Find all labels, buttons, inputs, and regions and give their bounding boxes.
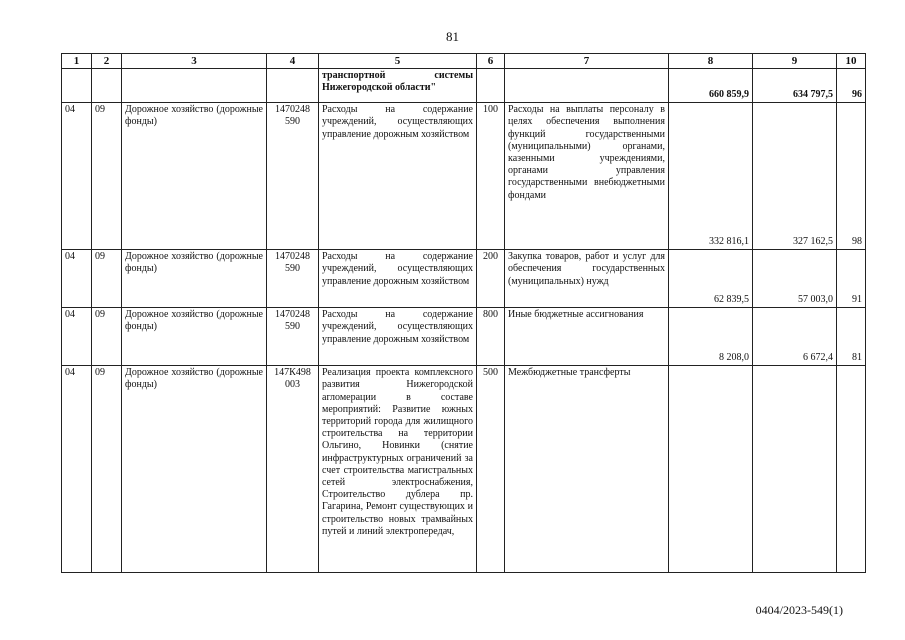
col-header-6: 6 (477, 54, 505, 69)
header-row (62, 54, 866, 69)
cell-expense-type: 500 (477, 366, 505, 573)
cell-subsection: 09 (92, 103, 122, 250)
col-header-5: 5 (319, 54, 477, 69)
table-row (62, 308, 866, 366)
cell-expense-type-name: Закупка товаров, работ и услуг для обеспечения государственных (муниципальных) нужд (505, 250, 669, 308)
cell-target-article: 147К498 003 (267, 366, 319, 573)
cell-empty (505, 69, 669, 103)
continuation-row (62, 69, 866, 103)
cell-approved-amount: 660 859,9 (669, 69, 753, 103)
cell-expense-type-name: Межбюджетные трансферты (505, 366, 669, 573)
page-number: 81 (446, 29, 459, 44)
cell-executed-amount: 57 003,0 (753, 250, 837, 308)
cell-program-name: транспортной системы Нижегородской области" (319, 69, 477, 103)
document-code: 0404/2023-549(1) (755, 603, 843, 617)
cell-subsection: 09 (92, 308, 122, 366)
cell-subsection-name: Дорожное хозяйство (дорожные фонды) (122, 103, 267, 250)
cell-article-name: Реализация проекта комплексного развития Нижегородской агломерации в составе мероприятий: Развитие южных территорий города для жилищного строительства на территории Ольгино, Новинки (снятие инфраструктурных ограничений за счет строительства магистральных сетей электроснабжения, Строительство дублера пр. Гагарина, Ремонт существующих и строительство новых трамвайных путей и линий электропередач, (319, 366, 477, 573)
cell-expense-type-name: Иные бюджетные ассигнования (505, 308, 669, 366)
cell-executed-amount (753, 366, 837, 573)
col-header-9: 9 (753, 54, 837, 69)
cell-target-article: 1470248 590 (267, 308, 319, 366)
cell-executed-amount: 6 672,4 (753, 308, 837, 366)
col-header-4: 4 (267, 54, 319, 69)
cell-empty (92, 69, 122, 103)
cell-empty (122, 69, 267, 103)
cell-percent: 81 (837, 308, 866, 366)
cell-subsection: 09 (92, 250, 122, 308)
cell-expense-type: 100 (477, 103, 505, 250)
budget-table (61, 53, 866, 573)
cell-approved-amount: 8 208,0 (669, 308, 753, 366)
col-header-2: 2 (92, 54, 122, 69)
cell-empty (267, 69, 319, 103)
cell-percent: 98 (837, 103, 866, 250)
table-row (62, 366, 866, 573)
table-row (62, 250, 866, 308)
cell-subsection: 09 (92, 366, 122, 573)
cell-executed-amount: 634 797,5 (753, 69, 837, 103)
cell-section: 04 (62, 308, 92, 366)
cell-empty (477, 69, 505, 103)
cell-target-article: 1470248 590 (267, 103, 319, 250)
cell-subsection-name: Дорожное хозяйство (дорожные фонды) (122, 308, 267, 366)
cell-subsection-name: Дорожное хозяйство (дорожные фонды) (122, 366, 267, 573)
cell-section: 04 (62, 250, 92, 308)
cell-expense-type: 800 (477, 308, 505, 366)
col-header-8: 8 (669, 54, 753, 69)
cell-subsection-name: Дорожное хозяйство (дорожные фонды) (122, 250, 267, 308)
cell-percent (837, 366, 866, 573)
cell-executed-amount: 327 162,5 (753, 103, 837, 250)
cell-article-name: Расходы на содержание учреждений, осуществляющих управление дорожным хозяйством (319, 103, 477, 250)
cell-approved-amount: 62 839,5 (669, 250, 753, 308)
col-header-10: 10 (837, 54, 866, 69)
cell-expense-type-name: Расходы на выплаты персоналу в целях обеспечения выполнения функций государственными (муниципальными) органами, казенными учреждениями, органами управления государственными внебюджетными фондами (505, 103, 669, 250)
cell-approved-amount (669, 366, 753, 573)
cell-section: 04 (62, 366, 92, 573)
cell-article-name: Расходы на содержание учреждений, осуществляющих управление дорожным хозяйством (319, 250, 477, 308)
cell-empty (62, 69, 92, 103)
col-header-3: 3 (122, 54, 267, 69)
table-row (62, 103, 866, 250)
cell-percent: 96 (837, 69, 866, 103)
cell-expense-type: 200 (477, 250, 505, 308)
cell-approved-amount: 332 816,1 (669, 103, 753, 250)
cell-percent: 91 (837, 250, 866, 308)
col-header-1: 1 (62, 54, 92, 69)
cell-section: 04 (62, 103, 92, 250)
cell-article-name: Расходы на содержание учреждений, осуществляющих управление дорожным хозяйством (319, 308, 477, 366)
col-header-7: 7 (505, 54, 669, 69)
cell-target-article: 1470248 590 (267, 250, 319, 308)
